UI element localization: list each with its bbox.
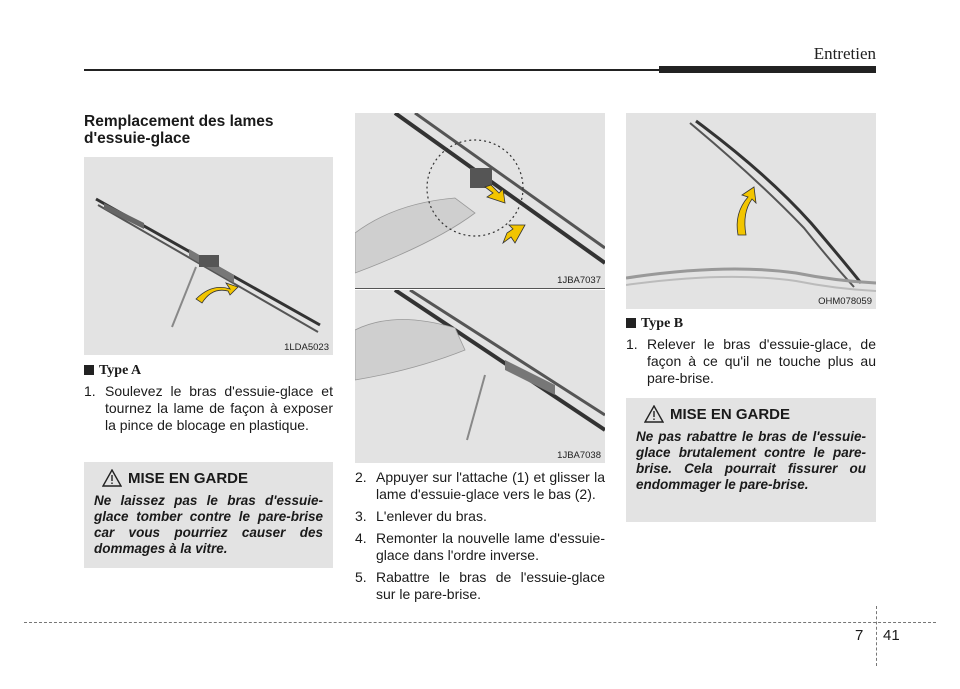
figure-slide-blade bbox=[355, 290, 605, 463]
step-item bbox=[355, 469, 605, 503]
page-chapter-number: 7 bbox=[855, 627, 864, 644]
caution-title-text: MISE EN GARDE bbox=[670, 405, 791, 423]
step-item bbox=[355, 530, 605, 564]
caution-title-text: MISE EN GARDE bbox=[128, 469, 249, 487]
middle-steps bbox=[355, 469, 605, 608]
step-number: 2. bbox=[355, 469, 367, 485]
caution-text: Ne laissez pas le bras d'essuie-glace tomber contre le pare-brise car vous pourriez causer des dommages à la vitre. bbox=[94, 493, 323, 556]
step-text: Appuyer sur l'attache (1) et glisser la lame d'essuie-glace vers le bas (2). bbox=[376, 469, 605, 502]
step-text: L'enlever du bras. bbox=[376, 508, 487, 524]
warning-triangle-icon bbox=[102, 469, 122, 487]
type-b-heading-text: Type B bbox=[641, 316, 684, 331]
step-text: Soulevez le bras d'essuie-glace et tournez la lame de façon à exposer la pince de blocage en plastique. bbox=[105, 383, 333, 433]
step-item bbox=[84, 383, 333, 434]
figure-label-2: 1JBA7037 bbox=[557, 275, 601, 286]
figure-label-4: OHM078059 bbox=[818, 296, 872, 307]
type-a-heading bbox=[84, 363, 141, 379]
figure-type-a-wiper bbox=[84, 157, 333, 355]
caution-title bbox=[644, 405, 866, 423]
step-number: 3. bbox=[355, 508, 367, 524]
step-number: 1. bbox=[84, 383, 96, 399]
step-text: Rabattre le bras de l'essuie-glace sur le pare-brise. bbox=[376, 569, 605, 602]
step-item bbox=[626, 336, 876, 387]
section-title bbox=[84, 113, 334, 147]
type-a-heading-text: Type A bbox=[99, 363, 142, 378]
figure-label-1: 1LDA5023 bbox=[284, 342, 329, 353]
step-item bbox=[355, 569, 605, 603]
step-item bbox=[355, 508, 605, 525]
page-number: 41 bbox=[883, 627, 900, 644]
caution-box-type-b bbox=[626, 398, 876, 522]
square-bullet-icon bbox=[84, 365, 94, 375]
figure-type-b-wiper bbox=[626, 113, 876, 309]
caution-text: Ne pas rabattre le bras de l'essuie-glace brutalement contre le pare-brise. Cela pourrait fissurer ou endommager le pare-brise. bbox=[636, 429, 866, 492]
step-number: 1. bbox=[626, 336, 638, 352]
step-number: 4. bbox=[355, 530, 367, 546]
type-a-steps bbox=[84, 383, 333, 439]
header-bar bbox=[659, 66, 876, 73]
section-title-line1: Remplacement des lames bbox=[84, 113, 274, 130]
type-b-heading bbox=[626, 316, 683, 332]
warning-triangle-icon bbox=[644, 405, 664, 423]
wiper-illustration bbox=[84, 157, 333, 355]
caution-box-type-a bbox=[84, 462, 333, 568]
footer-rule bbox=[24, 622, 936, 623]
clip-press-illustration bbox=[355, 113, 605, 289]
caution-title bbox=[102, 469, 323, 487]
step-number: 5. bbox=[355, 569, 367, 585]
slide-blade-illustration bbox=[355, 290, 605, 463]
type-b-steps bbox=[626, 336, 876, 392]
header-section-title: Entretien bbox=[813, 44, 876, 63]
footer-divider bbox=[876, 606, 877, 666]
header-rule bbox=[84, 69, 659, 71]
step-text: Relever le bras d'essuie-glace, de façon à ce qu'il ne touche plus au pare-brise. bbox=[647, 336, 876, 386]
section-title-line2: d'essuie-glace bbox=[84, 130, 191, 147]
square-bullet-icon bbox=[626, 318, 636, 328]
type-b-wiper-illustration bbox=[626, 113, 876, 309]
step-text: Remonter la nouvelle lame d'essuie-glace dans l'ordre inverse. bbox=[376, 530, 605, 563]
figure-clip-press bbox=[355, 113, 605, 289]
figure-label-3: 1JBA7038 bbox=[557, 450, 601, 461]
